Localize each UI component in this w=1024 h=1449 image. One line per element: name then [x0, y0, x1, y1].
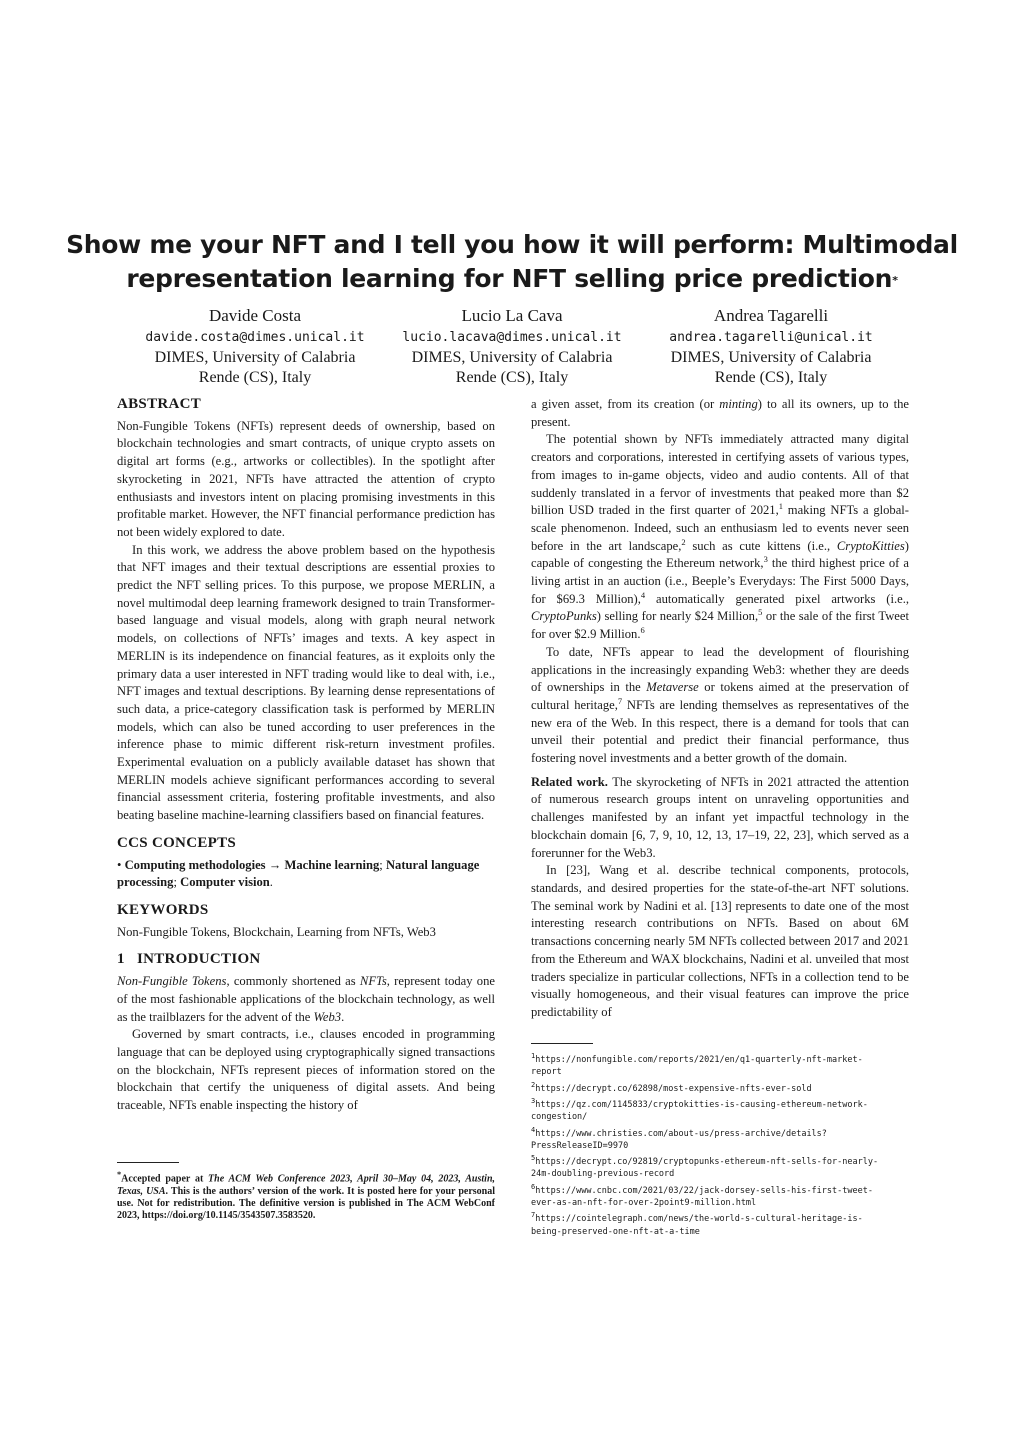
footnote-ref[interactable]: 4 — [640, 589, 646, 600]
footnote-url-text: report — [531, 1067, 562, 1078]
author-email: davide.costa@dimes.unical.it — [145, 330, 365, 345]
footnote-mark: * — [117, 1170, 122, 1179]
footnote-url-text: https://decrypt.co/62898/most-expensive-nfts-ever-sold — [535, 1083, 812, 1094]
footnote-url[interactable] — [531, 1140, 909, 1152]
footnote-url-text: congestion/ — [531, 1112, 588, 1123]
author-location: Rende (CS), Italy — [714, 369, 828, 386]
title-footnote-mark: * — [892, 274, 898, 287]
footnote-url[interactable] — [531, 1209, 909, 1225]
ccs-arrow: → — [268, 857, 282, 872]
author-block — [110, 306, 400, 388]
footnote-ref[interactable]: 6 — [640, 624, 645, 635]
intro-term: NFTs — [359, 974, 387, 989]
footnote-ref[interactable]: 2 — [681, 536, 686, 547]
body-text: making NFTs a global-scale phenomenon. Indeed, such an enthusiasm led to events never seen before in the art landscape, — [531, 503, 909, 553]
abstract-paragraph: Non-Fungible Tokens (NFTs) represent deeds of ownership, based on blockchain technologies and smart contracts, of unique crypto assets on digital art forms (e.g., artworks or collectibles). In the spotlight after skyrocketing in 2021, NFTs have attracted the attention of crypto enthusiasts and investors intent on placing promising investments in this profitable market. However, the NFT financial performance prediction has not been widely explored to date. — [117, 418, 495, 539]
author-block — [626, 306, 916, 388]
keywords-heading: KEYWORDS — [117, 901, 209, 918]
body-text: To date, NFTs appear to lead the development of flourishing applications in the increasingly expanding Web3: whether they are deeds of ownerships in the — [531, 644, 909, 695]
body-paragraph — [531, 644, 909, 768]
author-email: lucio.lacava@dimes.unical.it — [402, 330, 622, 345]
body-text: The skyrocketing of NFTs in 2021 attracted the attention of numerous research groups intent on unraveling opportunities and challenges manifested by an infant yet impactful technology in the blockchain domain [6, 7, 9, 10, 12, 13, 17–19, 22, 23], which served as a forerunner for the Web3. — [531, 774, 909, 860]
ccs-concept: Natural language processing — [117, 857, 480, 890]
footnote-url-text: https://www.christies.com/about-us/press-archive/details? — [535, 1128, 827, 1139]
footnote-number: 2 — [531, 1080, 536, 1089]
footnote-ref[interactable]: 3 — [763, 554, 768, 565]
body-paragraph — [531, 396, 909, 431]
footnote-url[interactable] — [531, 1124, 909, 1140]
intro-term: Web3 — [313, 1009, 342, 1024]
footnote-url-text: https://nonfungible.com/reports/2021/en/q1-quarterly-nft-market- — [535, 1054, 863, 1065]
footnote-text: Accepted paper at — [121, 1173, 209, 1185]
author-affiliation: DIMES, University of Calabria — [154, 349, 356, 366]
left-column — [117, 396, 495, 1115]
footnote-url[interactable] — [531, 1079, 909, 1095]
footnote-url[interactable] — [531, 1181, 909, 1197]
footnote-url-text: being-preserved-one-nft-at-a-time — [531, 1226, 700, 1237]
ccs-concept: Machine learning — [284, 857, 380, 872]
author-email: andrea.tagarelli@unical.it — [669, 330, 873, 345]
ccs-bullet: • — [117, 857, 122, 872]
footnote-number: 5 — [531, 1154, 536, 1163]
body-text: or the sale of the first Tweet for over $2.9 Million. — [531, 609, 909, 642]
footnote-url[interactable] — [531, 1226, 909, 1238]
paper-title-text: Show me your NFT and I tell you how it will perform: Multimodal representation learning for NFT selling price prediction — [66, 230, 958, 293]
body-text: NFTs are lending themselves as representatives of the new era of the Web. In this respect, there is a demand for tools that can unveil their potential and predict their financial performance, thus fostering novel investments and a better growth of the domain. — [531, 697, 909, 766]
body-text: automatically generated pixel artworks (i.e., — [645, 591, 909, 606]
footnote-url-text: 24m-doubling-previous-record — [531, 1169, 675, 1180]
abstract-paragraph: In this work, we address the above problem based on the hypothesis that NFT images and their textual descriptions are essential proxies to predict the NFT selling prices. To this purpose, we propose MERLIN, a novel multimodal deep learning framework designed to train Transformer-based language and visual models, along with graph neural network models, on collections of NFTs’ images and texts. A key aspect in MERLIN is its independence on financial features, as it exploits only the primary data a user interested in NFT trading would like to deal with, i.e., NFT images and textual descriptions. By learning dense representations of such data, a price-category classification task is performed by MERLIN models, which can also be tuned according to user preferences in the inference phase to mimic different risk-return investment profiles. Experimental evaluation on a publicly available dataset has shown that MERLIN models achieve significant performances according to several financial assessment criteria, fostering profitable investments, and also beating baseline machine-learning classifiers based on financial features. — [117, 542, 495, 823]
footnote-ref[interactable]: 1 — [778, 501, 784, 512]
ccs-separator: ; — [379, 857, 383, 872]
footnote-list — [531, 1050, 909, 1238]
ccs-separator: ; — [173, 875, 177, 890]
body-term: Metaverse — [646, 680, 699, 695]
acceptance-footnote — [117, 1162, 495, 1222]
intro-text: , commonly shortened as — [226, 974, 360, 989]
body-text: or tokens aimed at the preservation of cultural heritage, — [531, 680, 909, 712]
body-term: minting — [719, 397, 758, 411]
footnote-ref[interactable]: 7 — [617, 695, 623, 706]
body-text: ) capable of congesting the Ethereum network, — [531, 538, 909, 571]
author-name: Davide Costa — [208, 306, 302, 325]
footnote-url-text: https://cointelegraph.com/news/the-world-s-cultural-heritage-is- — [535, 1214, 863, 1225]
body-paragraph: In [23], Wang et al. describe technical components, protocols, standards, and desired properties for the state-of-the-art NFT solutions. The seminal work by Nadini et al. [13] represents to date one of the most interesting research contributions on NFTs. Based on about 6M transactions concerning nearly 5M NFTs collected between 2017 and 2021 from the Ethereum and WAX blockchains, Nadini et al. unveiled that most traders specialize in particular collections, NFTs in a collection tend to be visually homogeneous, and their visual features can improve the price predictability of — [531, 863, 909, 1019]
footnote-text: . This is the authors’ version of the work. It is posted here for your personal use. Not for redistribution. The definitive version is published in The ACM WebConf 2023, https://doi.org/10.1145/3543507.3583520. — [117, 1185, 495, 1221]
footnote-number: 3 — [531, 1096, 536, 1105]
footnote-url-text: https://qz.com/1145833/cryptokitties-is-causing-ethereum-network- — [535, 1099, 868, 1110]
url-footnotes — [531, 1043, 909, 1238]
ccs-concept: Computing methodologies — [124, 857, 266, 872]
intro-text: , represent today one of the most fashionable applications of the blockchain technology, as well as the trailblazers for the advent of the — [117, 974, 495, 1024]
footnote-ref[interactable]: 5 — [758, 607, 763, 618]
ccs-end: . — [269, 875, 273, 890]
intro-text: . — [341, 1009, 345, 1024]
body-text: ) to all its owners, up to the present. — [531, 397, 909, 429]
body-term: CryptoPunks — [531, 609, 597, 624]
related-work-label: Related work. — [531, 774, 608, 789]
author-block — [367, 306, 657, 388]
author-affiliation: DIMES, University of Calabria — [670, 349, 872, 366]
footnote-url[interactable] — [531, 1066, 909, 1078]
body-text: a given asset, from its creation (or — [531, 397, 720, 411]
intro-paragraph — [117, 973, 495, 1026]
footnote-venue: The ACM Web Conference 2023, April 30–May 04, 2023, Austin, Texas, USA — [117, 1173, 496, 1197]
author-name: Lucio La Cava — [461, 306, 563, 325]
ccs-heading: CCS CONCEPTS — [117, 834, 237, 851]
body-term: CryptoKitties — [836, 538, 905, 553]
footnote-url-text: PressReleaseID=9970 — [531, 1140, 629, 1151]
intro-paragraph: Governed by smart contracts, i.e., clauses encoded in programming language that can be deployed using cryptographically signed transactions on the blockchain, NFTs represent pieces of information stored on the blockchain that certify the uniqueness of digital assets. And being traceable, NFTs enable inspecting the history of — [117, 1027, 495, 1113]
body-text: the third highest price of a living artist in an auction (i.e., Beeple’s Everydays: The First 5000 Days, for $69.3 Million), — [531, 556, 909, 606]
footnote-number: 4 — [531, 1125, 536, 1134]
footnote-url-text: ever-as-an-nft-for-over-2point9-million.html — [531, 1198, 757, 1209]
footnote-url[interactable] — [531, 1095, 909, 1111]
footnote-rule — [117, 1162, 179, 1163]
body-text: such as cute kittens (i.e., — [685, 538, 837, 553]
ccs-concept: Computer vision — [180, 875, 270, 890]
author-name: Andrea Tagarelli — [713, 306, 829, 325]
ccs-concepts — [117, 857, 495, 892]
footnote-number: 6 — [531, 1182, 536, 1191]
footnote-url[interactable] — [531, 1152, 909, 1168]
right-column — [531, 396, 909, 1022]
body-paragraph — [531, 431, 909, 643]
related-work-paragraph — [531, 774, 909, 863]
intro-term: Non-Fungible Tokens — [117, 974, 227, 989]
paper-title — [60, 228, 964, 296]
footnote-url[interactable] — [531, 1197, 909, 1209]
footnote-url-text: https://www.cnbc.com/2021/03/22/jack-dorsey-sells-his-first-tweet- — [535, 1185, 873, 1196]
footnote-url[interactable] — [531, 1050, 909, 1066]
footnote-rule — [531, 1043, 593, 1044]
footnote-url[interactable] — [531, 1168, 909, 1180]
keywords-text: Non-Fungible Tokens, Blockchain, Learning from NFTs, Web3 — [117, 924, 436, 939]
footnote-number: 7 — [531, 1211, 536, 1220]
footnote-url[interactable] — [531, 1111, 909, 1123]
footnote-url-text: https://decrypt.co/92819/cryptopunks-ethereum-nft-sells-for-nearly- — [535, 1156, 879, 1167]
author-location: Rende (CS), Italy — [455, 369, 569, 386]
author-location: Rende (CS), Italy — [198, 369, 312, 386]
abstract-heading: ABSTRACT — [117, 396, 202, 412]
body-text: The potential shown by NFTs immediately attracted many digital creators and corporations, interested in certifying assets of various types, from images to in-game objects, video and audio contents. All of that suddenly translated in a fervor of investments that peaked more than $2 billion USD traded in the first quarter of 2021, — [531, 432, 909, 518]
intro-heading: 1 INTRODUCTION — [117, 951, 261, 968]
body-text: ) selling for nearly $24 Million, — [596, 609, 759, 624]
author-affiliation: DIMES, University of Calabria — [411, 349, 613, 366]
footnote-number: 1 — [531, 1052, 536, 1060]
